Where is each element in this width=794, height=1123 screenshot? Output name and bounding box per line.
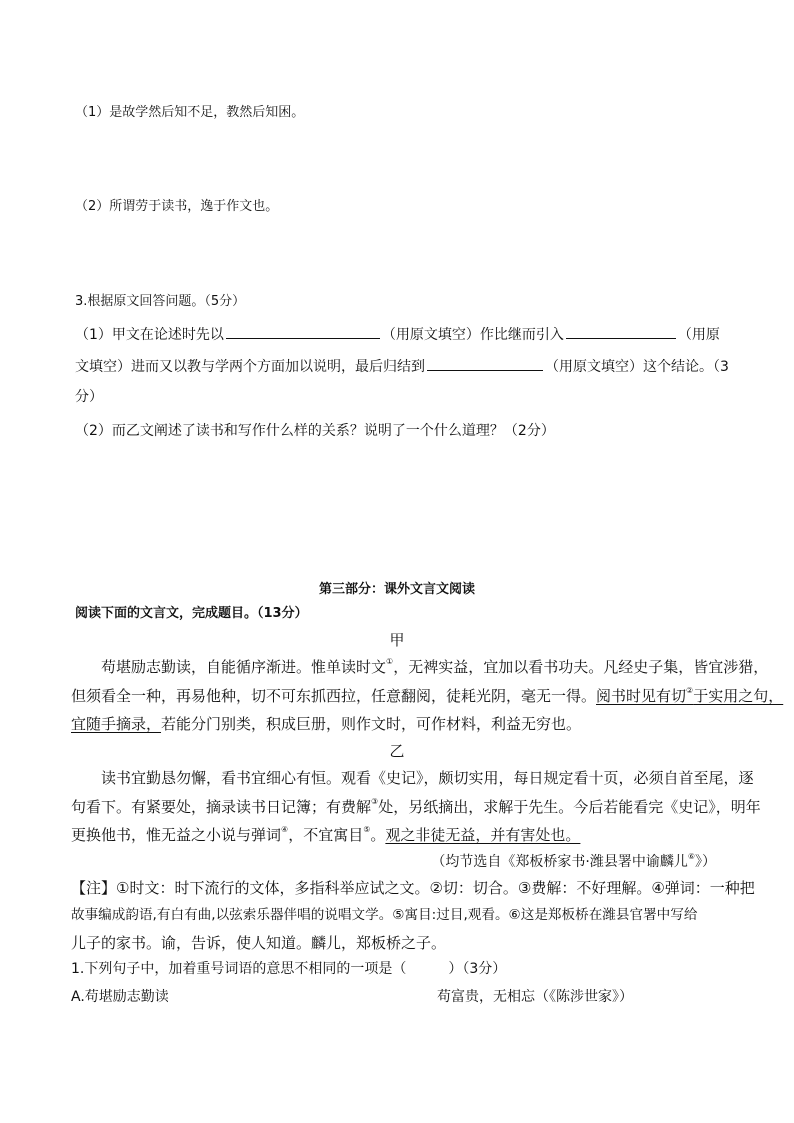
option-a-left: A.苟堪励志勤读	[71, 989, 169, 1005]
footnote-marker: ⑤	[363, 825, 371, 834]
source-citation	[431, 852, 716, 870]
yi-text: 更换他书，惟无益之小说与弹词	[71, 826, 282, 844]
question-3-line-3: 分）	[75, 389, 103, 405]
yi-text: 句看下。有紧要处，摘录读书日记簿；有费解	[71, 798, 372, 816]
citation-text: （均节选自《郑板桥家书·潍县署中谕麟儿	[431, 854, 688, 870]
passage-yi-line-1: 读书宜勤恳勿懈，看书宜细心有恒。观看《史记》，颇切实用，每日规定看十页，必须自首至尾，逐	[101, 769, 754, 787]
underlined-sentence: 宜随手摘录，	[71, 715, 162, 733]
question-3-subquestion-2: （2）而乙文阐述了读书和写作什么样的关系？说明了一个什么道理？（2分）	[75, 423, 555, 439]
question-3-line-2	[75, 358, 729, 374]
answer-blank-1[interactable]	[226, 326, 380, 339]
reading-instruction: 阅读下面的文言文，完成题目。（13分）	[75, 606, 308, 621]
yi-text: 处，另纸摘出，求解于先生。今后若能看完《史记》，明年	[378, 798, 761, 816]
footnote-marker: ⑥	[687, 852, 695, 861]
q3-text-1b: （用原文填空）作比继而引入	[381, 327, 564, 343]
answer-blank-2[interactable]	[566, 326, 676, 339]
passage-jia-line-2	[71, 686, 784, 705]
q3-text-2a: 文填空）进而又以教与学两个方面加以说明，最后归结到	[75, 359, 425, 375]
jia-underlined-text: 于实用之句，	[693, 687, 784, 705]
translation-sentence-1: （1）是故学然后知不足，教然后知困。	[75, 105, 305, 120]
jia-text: 若能分门别类，积成巨册，则作文时，可作材料，利益无穷也。	[161, 715, 582, 733]
translation-sentence-2: （2）所谓劳于读书，逸于作文也。	[75, 199, 279, 214]
passage-jia-line-1	[101, 657, 769, 676]
passage-jia-line-3	[71, 717, 581, 732]
passage-jia-title: 甲	[389, 631, 405, 649]
jia-underlined-text: 阅书时见有切	[596, 687, 687, 705]
underlined-sentence: 观之非徒无益，并有害处也。	[385, 826, 581, 844]
footnote-marker: ③	[371, 797, 379, 806]
passage-yi-title: 乙	[389, 742, 405, 760]
footnote-marker: ④	[281, 825, 289, 834]
jia-text: ，无裨实益，宜加以看书功夫。凡经史子集，皆宜涉猎，	[393, 658, 769, 676]
question-3-heading: 3.根据原文回答问题。（5分）	[75, 294, 246, 309]
question-3-line-1	[75, 326, 720, 342]
notes-line-2: 故事编成韵语,有白有曲,以弦索乐器伴唱的说唱文学。⑤寓目:过目,观看。⑥这是郑板桥在潍县官署中写给	[71, 907, 698, 923]
footnote-marker: ②	[686, 686, 694, 695]
yi-text: 。	[370, 826, 386, 844]
part-3-title: 第三部分：课外文言文阅读	[318, 582, 475, 597]
q3-text-1a: （1）甲文在论述时先以	[75, 327, 224, 343]
question-1: 1.下列句子中，加着重号词语的意思不相同的一项是（ ）（3分）	[71, 961, 507, 977]
notes-line-1: 【注】①时文：时下流行的文体，多指科举应试之文。②切：切合。③费解：不好理解。④弹词：一种把	[71, 879, 755, 897]
passage-yi-line-2	[71, 797, 761, 816]
answer-blank-3[interactable]	[427, 358, 543, 371]
q3-text-2b: （用原文填空）这个结论。（3	[545, 359, 729, 375]
q3-text-1c: （用原	[677, 327, 720, 343]
passage-yi-line-3	[71, 825, 581, 844]
yi-text: ，不宜寓目	[288, 826, 364, 844]
jia-text: 苟堪励志勤读，自能循序渐进。惟单读时文	[101, 658, 387, 676]
footnote-marker: ①	[386, 657, 394, 666]
jia-text: 但须看全一种，再易他种，切不可东抓西拉，任意翻阅，徒耗光阴，毫无一得。	[71, 687, 597, 705]
citation-text: 》）	[695, 854, 716, 870]
notes-line-3: 儿子的家书。谕，告诉，使人知道。麟儿，郑板桥之子。	[71, 934, 447, 952]
underlined-sentence	[596, 687, 783, 705]
option-a-right: 苟富贵，无相忘（《陈涉世家》）	[437, 989, 633, 1005]
